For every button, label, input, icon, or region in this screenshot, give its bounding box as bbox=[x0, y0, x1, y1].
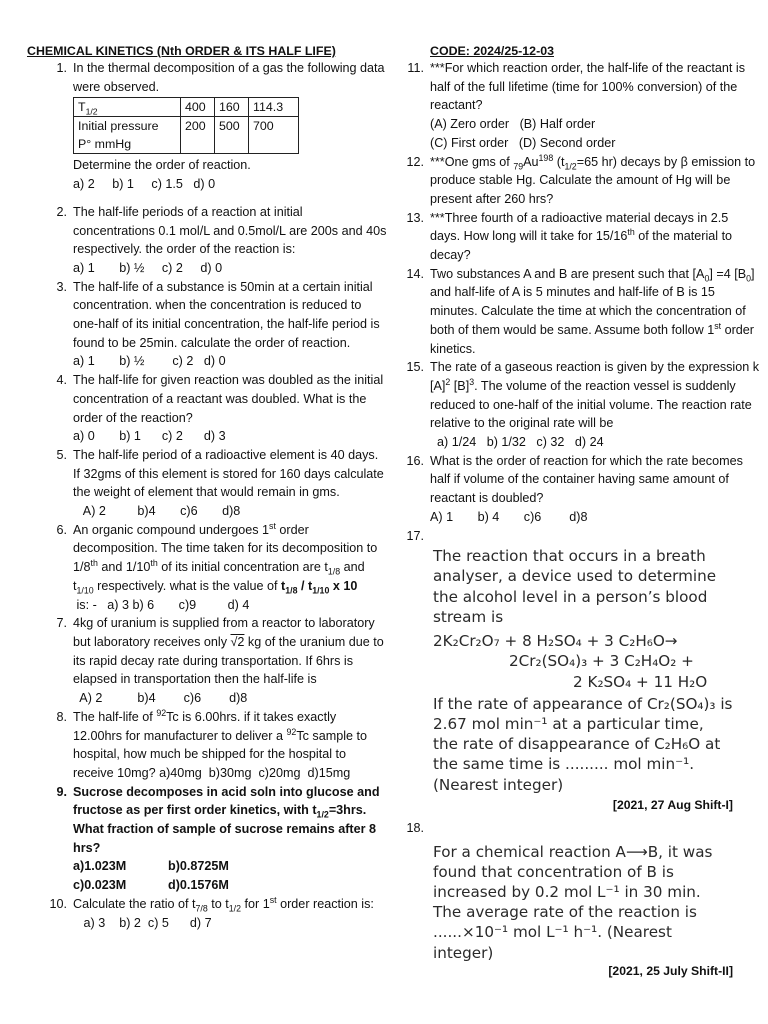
question-4: 4. The half-life for given reaction was doubled as the initial concentration of a reactant was doubled. What is the order of the reaction? a) 0 b) 1 c) 2 d) 3 bbox=[20, 371, 388, 446]
clip-body: For a chemical reaction A⟶B, it was found that concentration of B is increased by 0.2 mol L⁻¹ in 30 min. The average rate of the reaction is ......×10⁻¹ mol L⁻¹ h⁻¹. (Nearest integer) bbox=[433, 842, 713, 962]
half-life-table bbox=[73, 97, 299, 154]
question-text: The half-life of $^{92}$Tc is 6.00hrs. if it takes exactly 12.00hrs for manufacturer to deliver a $^{92}$Tc sample to hospital, how much be shipped for the hospital to receive 10mg? a)40mg b)30mg c)20mg d)15mg bbox=[73, 707, 368, 780]
question-5: 5. The half-life period of a radioactive element is 40 days. If 32gms of this element is stored for 160 days calculate the weight of element that would remain in gms. A) 2 b)4 c)6 d)8 bbox=[56, 447, 384, 519]
options: a)40mg b)30mg c)20mg d)15mg bbox=[155, 765, 351, 780]
question-text: Sucrose decomposes in acid soln into glucose and fructose as per first order kinetics, with $t_{1/2}=3hrs$. What fraction of sample of sucrose remains after 8 hrs? bbox=[73, 784, 380, 855]
question-7: 7. 4kg of uranium is supplied from a reactor to laboratory but laboratory receives only √2 kg of the uranium due to its rapid decay rate during transportation. If 6hrs is elapsed in transportation then the half-life is A) 2 b)4 c)6 d)8 bbox=[20, 614, 388, 708]
option-d: d)0.1576M bbox=[168, 878, 229, 893]
sqrt-two: √2 bbox=[230, 634, 245, 649]
question-text: The half-life for given reaction was doubled as the initial concentration of a reactant was doubled. What is the order of the reaction? bbox=[73, 373, 384, 425]
options: A) 2 b)4 c)6 d)8 bbox=[73, 504, 241, 519]
question-text: The half-life of a substance is 50min at a certain initial concentration. when the concentration is reduced to one-half of its initial concentration, the half-life period is found to be 25min. calculate the order of reaction. bbox=[73, 279, 380, 350]
question-8: 8. The half-life of $^{92}$Tc is 6.00hrs. if it takes exactly 12.00hrs for manufacturer to deliver a $^{92}$Tc sample to hospital, how much be shipped for the hospital to receive 10mg? a)40mg b)30mg c)20mg d)15mg bbox=[20, 708, 388, 783]
question-text: 4kg of uranium is supplied from a reactor to laboratory but laboratory receives only √2 kg of the uranium due to its rapid decay rate during transportation. If 6hrs is elapsed in transportation then the half-life is A) 2 b)4 c)6 d)8 bbox=[73, 616, 384, 706]
question-6: 6. An organic compound undergoes 1st order decomposition. The time taken for its decomposition to 1/8th and 1/10th of its initial concentration are $t_{1/8}$ and $t_{1/10}$ respectively. what is the value of $t_{1/8} / t_{1/10}$ x 10 is: - a) 3 b) 6 c)9 d) 4 bbox=[20, 521, 388, 615]
options: a) 0 b) 1 c) 2 d) 3 bbox=[73, 429, 226, 444]
options-row-2: (C) First order (D) Second order bbox=[430, 135, 616, 150]
question-1: 1. In the thermal decomposition of a gas the following data were observed. $T_{1/2}$ 400 160 114.3 Initial pressure P° mmHg 200 500 700 Determine the order of reaction. a) 2 b) 1 c) 1.5 d) 0 bbox=[20, 59, 388, 194]
exam-shift-label: [2021, 25 July Shift-II] bbox=[608, 963, 733, 978]
question-14: 14. Two substances A and B are present such that $[A_0] =4$ $[B_0]$ and half-life of A is 5 minutes and half-life of B is 15 minutes. Calculate the time at which the concentration of both of them would be same. Assume both follow 1st order kinetics. bbox=[400, 265, 760, 359]
clip-body: If the rate of appearance of Cr₂(SO₄)₃ is 2.67 mol min⁻¹ at a particular time, the rate of disappearance of C₂H₆O at the same time is ......... mol min⁻¹. (Nearest integer) bbox=[433, 694, 733, 794]
table-label-pressure: Initial pressure P° mmHg bbox=[74, 117, 181, 154]
question-12: 12. ***One gms of $_{79}Au^{198}$ ($t_{1/2}=65$ hr) decays by β emission to produce stable Hg. Calculate the amount of Hg will be present after 260 hrs? bbox=[400, 153, 760, 209]
question-15: 15. The rate of a gaseous reaction is given by the expression k $[A]^2$ $[B]^3$. The volume of the reaction vessel is suddenly reduced to one-half of the initial volume. The reaction rate relative to the original rate will be a) 1/24 b) 1/32 c) 32 d) 24 bbox=[400, 358, 760, 452]
options: is: - a) 3 b) 6 c)9 d) 4 bbox=[73, 597, 250, 612]
table-cell: 500 bbox=[215, 117, 249, 154]
question-17-clipping bbox=[433, 546, 733, 815]
question-prompt: Determine the order of reaction. bbox=[73, 158, 251, 173]
options: a) 1 b) ½ c) 2 d) 0 bbox=[73, 260, 223, 275]
table-label-t-half: $T_{1/2}$ bbox=[74, 98, 181, 117]
equation-line-2: 2Cr₂(SO₄)₃ + 3 C₂H₄O₂ + bbox=[509, 652, 694, 671]
question-text: The half-life periods of a reaction at initial concentrations 0.1 mol/L and 0.5mol/L are 200s and 40s respectively. the order of the reaction is: bbox=[73, 204, 387, 257]
table-cell: 400 bbox=[181, 98, 215, 117]
question-text: The rate of a gaseous reaction is given by the expression k $[A]^2$ $[B]^3$. The volume of the reaction vessel is suddenly reduced to one-half of the initial volume. The reaction rate relative to the original rate will be a) 1/24 b) 1/32 c) 32 d) 24 bbox=[430, 360, 760, 450]
ratio-expression: $t_{1/8} / t_{1/10}$ x 10 bbox=[281, 578, 358, 596]
question-17: 17. bbox=[406, 528, 424, 543]
question-text: What is the order of reaction for which the rate becomes half if volume of the container having same amount of reactant is doubled? bbox=[430, 453, 743, 506]
question-3: 3. The half-life of a substance is 50min at a certain initial concentration. when the concentration is reduced to one-half of its initial concentration, the half-life period is found to be 25min. calculate the order of reaction. a) 1 b) ½ c) 2 d) 0 bbox=[20, 278, 388, 372]
exam-shift-label: [2021, 27 Aug Shift-I] bbox=[612, 797, 733, 812]
question-text: The half-life period of a radioactive element is 40 days. If 32gms of this element is stored for 160 days calculate the weight of element that would remain in gms. bbox=[73, 447, 384, 500]
right-column bbox=[400, 59, 760, 981]
equation-line-3: 2 K₂SO₄ + 11 H₂O bbox=[573, 672, 708, 691]
equation-line-1: 2K₂Cr₂O₇ + 8 H₂SO₄ + 3 C₂H₆O→ bbox=[433, 632, 678, 651]
question-9: 9. Sucrose decomposes in acid soln into glucose and fructose as per first order kinetics, with $t_{1/2}=3hrs$. What fraction of sample of sucrose remains after 8 hrs? a)1.023M b)0.8725M c)0.023M d)0.1576M bbox=[20, 783, 388, 895]
option-a: a)1.023M bbox=[73, 859, 127, 874]
worksheet-code: CODE: 2024/25-12-03 bbox=[430, 44, 554, 58]
table-cell: 700 bbox=[249, 117, 299, 154]
left-column bbox=[20, 59, 388, 932]
question-text: Calculate the ratio of $t_{7/8}$ to $t_{1/2}$ for 1st order reaction is: a) 3 b) 2 c) 5 d) 7 bbox=[73, 894, 374, 930]
question-18: 18. bbox=[406, 820, 424, 835]
options: a) 1 b) ½ c) 2 d) 0 bbox=[73, 354, 226, 369]
option-c: c)0.023M bbox=[73, 878, 127, 893]
clip-intro: The reaction that occurs in a breath analyser, a device used to determine the alcohol level in a person’s blood stream is bbox=[433, 547, 717, 626]
question-2: 2. The half-life periods of a reaction at initial concentrations 0.1 mol/L and 0.5mol/L are 200s and 40s respectively. the order of the reaction is: a) 1 b) ½ c) 2 d) 0 bbox=[20, 203, 388, 278]
question-10: 10. Calculate the ratio of $t_{7/8}$ to $t_{1/2}$ for 1st order reaction is: a) 3 b) 2 c) 5 d) 7 bbox=[20, 895, 388, 932]
question-text: In the thermal decomposition of a gas the following data were observed. bbox=[73, 61, 385, 94]
question-text: ***One gms of $_{79}Au^{198}$ ($t_{1/2}=65$ hr) decays by β emission to produce stable Hg. Calculate the amount of Hg will be present after 260 hrs? bbox=[430, 152, 756, 206]
question-18-clipping bbox=[433, 842, 733, 981]
question-11: 11. ***For which reaction order, the half-life of the reactant is half of the full lifetime (time for 100% conversion) of the reactant? (A) Zero order (B) Half order (C) First order (D) Second order bbox=[400, 59, 760, 153]
question-text: Two substances A and B are present such that $[A_0] =4$ $[B_0]$ and half-life of A is 5 minutes and half-life of B is 15 minutes. Calculate the time at which the concentration of both of them would be same. Assume both follow 1st order kinetics. bbox=[430, 266, 755, 356]
question-text: An organic compound undergoes 1st order decomposition. The time taken for its decomposition to 1/8th and 1/10th of its initial concentration are $t_{1/8}$ and $t_{1/10}$ respectively. what is the value of $t_{1/8} / t_{1/10}$ x 10 is: - a) 3 b) 6 c)9 d) 4 bbox=[73, 520, 378, 612]
worksheet-title: CHEMICAL KINETICS (Nth ORDER & ITS HALF LIFE) bbox=[27, 44, 336, 58]
question-text: ***Three fourth of a radioactive material decays in 2.5 days. How long will it take for 15/16th of the material to decay? bbox=[430, 210, 733, 263]
table-cell: 114.3 bbox=[249, 98, 299, 117]
options: A) 1 b) 4 c)6 d)8 bbox=[430, 509, 588, 524]
question-13: 13. ***Three fourth of a radioactive material decays in 2.5 days. How long will it take for 15/16th of the material to decay? bbox=[400, 209, 760, 265]
table-cell: 200 bbox=[181, 117, 215, 154]
options: A) 2 b)4 c)6 d)8 bbox=[73, 691, 248, 706]
options: a) 1/24 b) 1/32 c) 32 d) 24 bbox=[430, 435, 604, 450]
table-cell: 160 bbox=[215, 98, 249, 117]
question-16: 16. What is the order of reaction for which the rate becomes half if volume of the container having same amount of reactant is doubled? A) 1 b) 4 c)6 d)8 bbox=[400, 452, 760, 527]
options-row-1: (A) Zero order (B) Half order bbox=[430, 117, 596, 132]
options: a) 2 b) 1 c) 1.5 d) 0 bbox=[73, 177, 216, 192]
question-text: ***For which reaction order, the half-life of the reactant is half of the full lifetime (time for 100% conversion) of the reactant? bbox=[430, 61, 746, 113]
options: a) 3 b) 2 c) 5 d) 7 bbox=[73, 915, 212, 930]
option-b: b)0.8725M bbox=[168, 859, 229, 874]
